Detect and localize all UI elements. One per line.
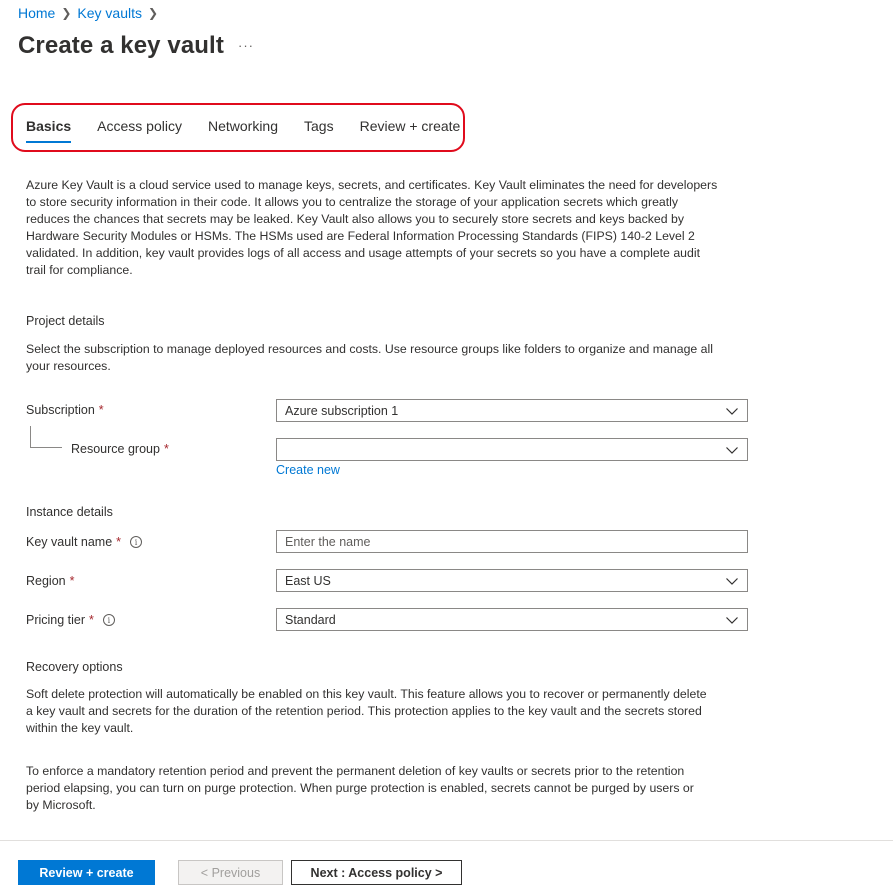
- project-details-heading: Project details: [26, 314, 105, 328]
- footer-divider: [0, 840, 893, 841]
- pricing-tier-label: Pricing tier * i: [26, 613, 115, 627]
- region-label: Region *: [26, 574, 75, 588]
- chevron-right-icon: ❯: [61, 6, 72, 20]
- review-create-button[interactable]: Review + create: [18, 860, 155, 885]
- page-title: Create a key vault: [18, 32, 224, 59]
- create-new-resource-group-link[interactable]: Create new: [276, 463, 340, 477]
- chevron-down-icon: [725, 443, 739, 457]
- chevron-down-icon: [725, 404, 739, 418]
- tab-basics[interactable]: Basics: [26, 118, 71, 140]
- required-asterisk: *: [163, 442, 169, 456]
- tab-access-policy[interactable]: Access policy: [97, 118, 182, 134]
- recovery-options-heading: Recovery options: [26, 660, 123, 674]
- breadcrumb-key-vaults-link[interactable]: Key vaults: [77, 5, 143, 21]
- resource-group-label: Resource group *: [71, 442, 169, 456]
- subscription-dropdown[interactable]: Azure subscription 1: [276, 399, 748, 422]
- more-options-icon[interactable]: ···: [238, 38, 254, 53]
- tab-tags[interactable]: Tags: [304, 118, 334, 134]
- tab-networking[interactable]: Networking: [207, 118, 278, 134]
- key-vault-name-placeholder: Enter the name: [285, 534, 371, 549]
- chevron-down-icon: [725, 574, 739, 588]
- tab-review-create[interactable]: Review + create: [359, 118, 461, 134]
- intro-description: Azure Key Vault is a cloud service used to manage keys, secrets, and certificates. Key Vault eliminates the need for developers to store security information in their code. It allows you to centralize the storage of your application secrets which greatly reduces the chances that secrets may be leaked. Key Vault also allows you to securely store secrets and keys backed by Hardware Security Modules or HSMs. The HSMs used are Federal Information Processing Standards (FIPS) 140-2 Level 2 validated. In addition, key vault provides logs of all access and usage attempts of your secrets so you have a complete audit trail for compliance.: [26, 178, 718, 277]
- info-icon[interactable]: i: [103, 614, 115, 626]
- pricing-tier-dropdown[interactable]: Standard: [276, 608, 748, 631]
- info-icon[interactable]: i: [130, 536, 142, 548]
- breadcrumb: [18, 5, 164, 21]
- region-dropdown[interactable]: East US: [276, 569, 748, 592]
- resource-group-dropdown[interactable]: [276, 438, 748, 461]
- purge-protection-description: To enforce a mandatory retention period and prevent the permanent deletion of key vaults or secrets prior to the retention period elapsing, you can turn on purge protection. When purge protection is enabled, secrets cannot be purged by users or by Microsoft.: [26, 764, 694, 812]
- tree-connector: [30, 426, 62, 448]
- instance-details-heading: Instance details: [26, 505, 113, 519]
- previous-button[interactable]: < Previous: [178, 860, 283, 885]
- breadcrumb-home-link[interactable]: Home: [18, 5, 56, 21]
- project-details-description: Select the subscription to manage deployed resources and costs. Use resource groups like folders to organize and manage all your resources.: [26, 342, 713, 373]
- key-vault-name-input[interactable]: [276, 530, 748, 553]
- chevron-down-icon: [725, 613, 739, 627]
- required-asterisk: *: [98, 403, 104, 417]
- key-vault-name-label: Key vault name * i: [26, 535, 142, 549]
- required-asterisk: *: [116, 535, 122, 549]
- chevron-right-icon: ❯: [148, 6, 159, 20]
- subscription-label: Subscription *: [26, 403, 104, 417]
- tab-bar: [26, 118, 486, 140]
- required-asterisk: *: [69, 574, 75, 588]
- soft-delete-description: Soft delete protection will automatically be enabled on this key vault. This feature allows you to recover or permanently delete a key vault and secrets for the duration of the retention period. This protection applies to the key vault and the secrets stored within the key vault.: [26, 687, 707, 735]
- required-asterisk: *: [89, 613, 94, 627]
- next-access-policy-button[interactable]: Next : Access policy >: [291, 860, 462, 885]
